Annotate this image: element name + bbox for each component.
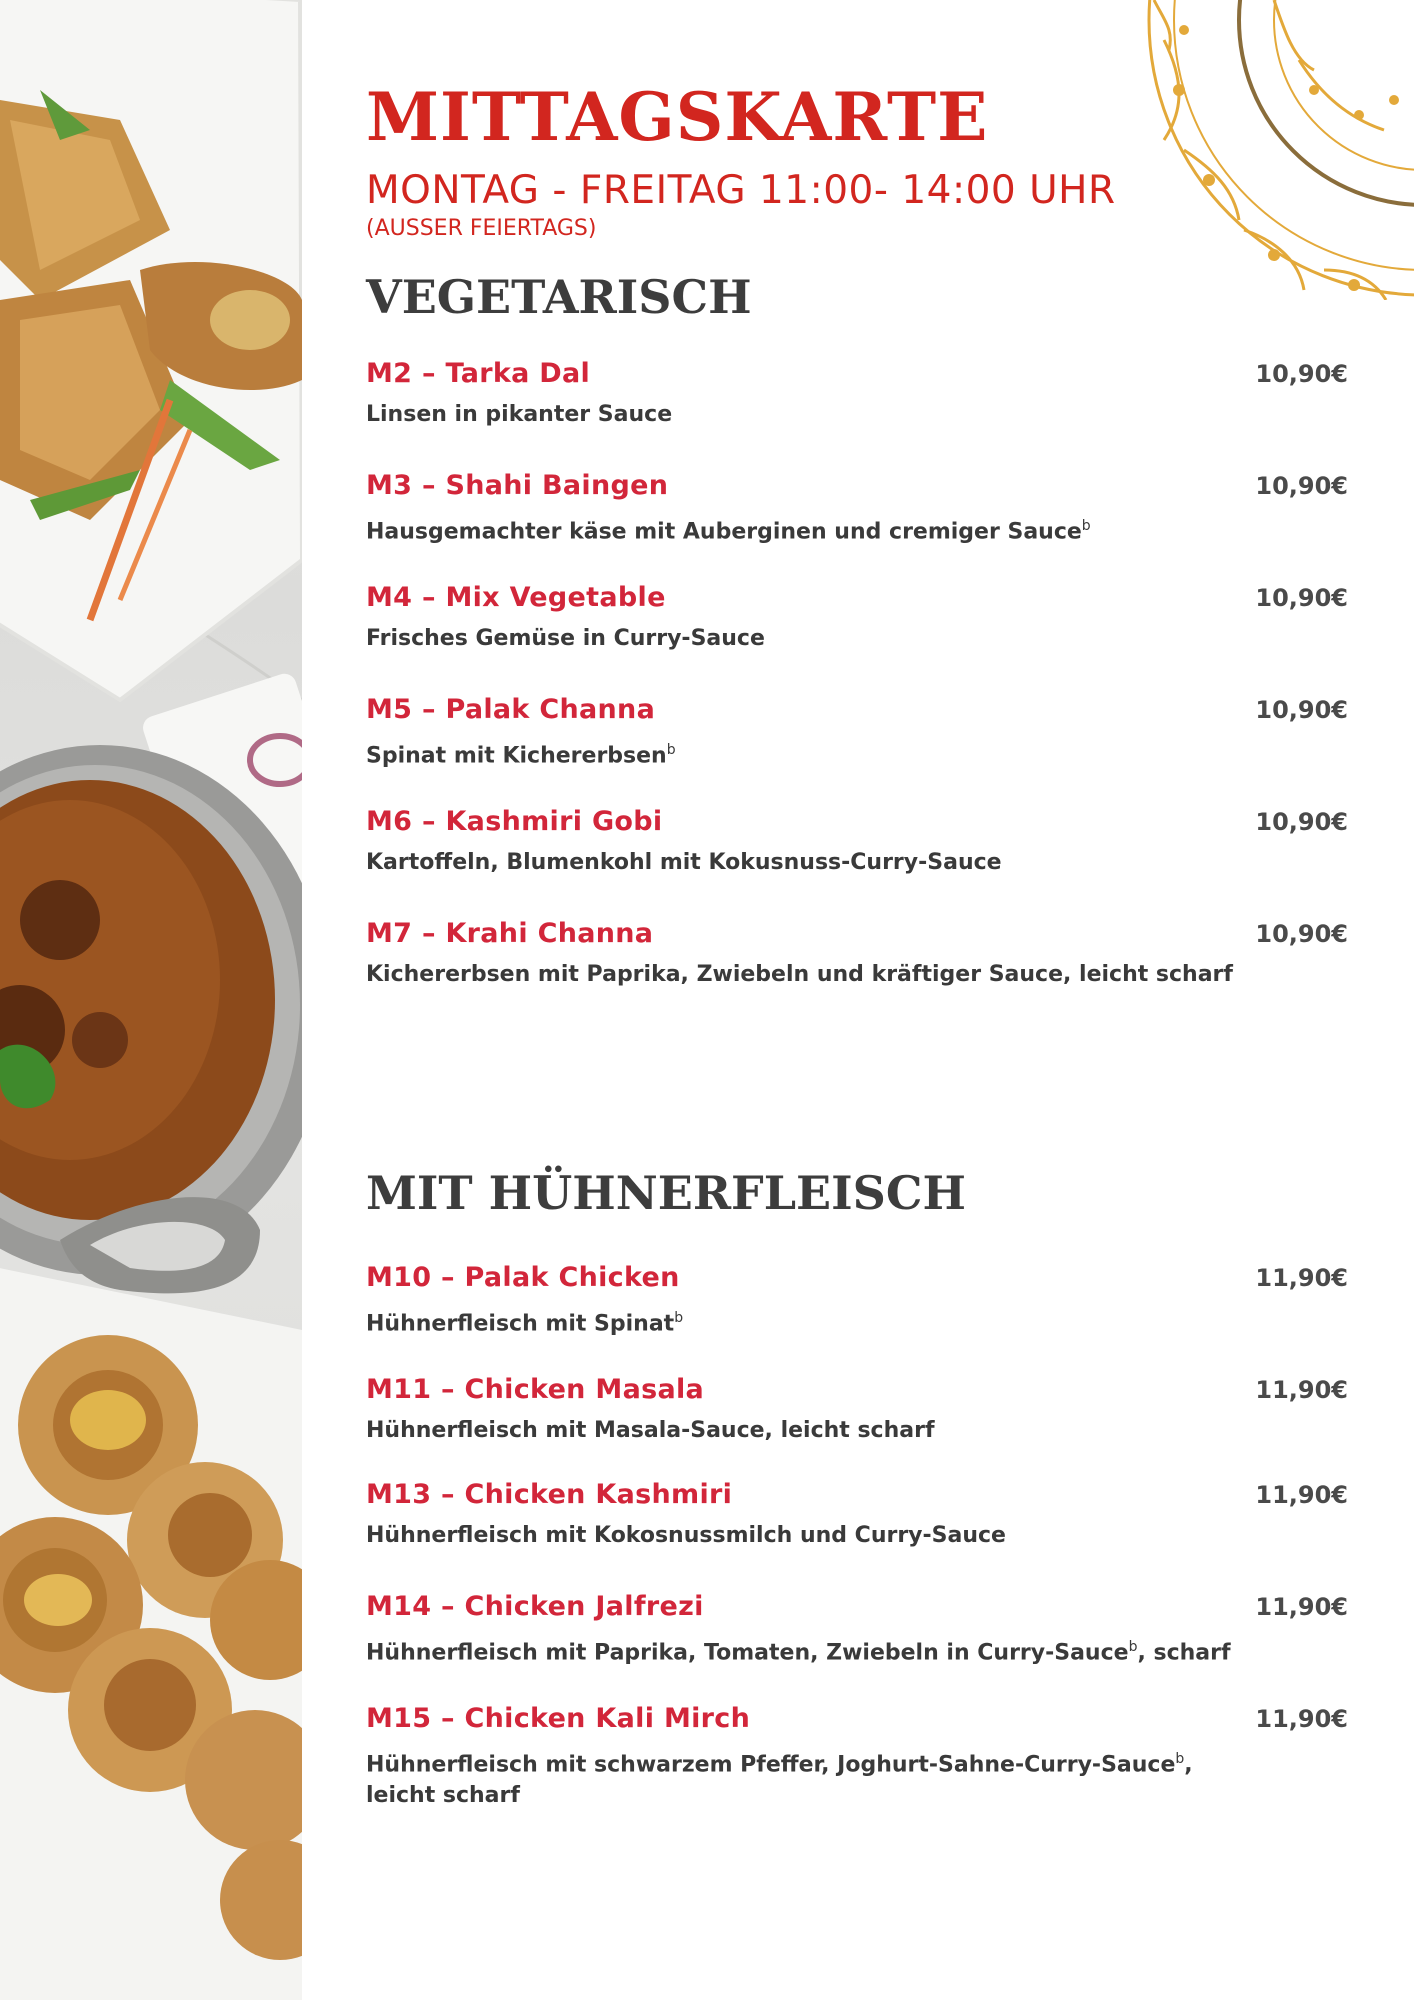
holiday-note: (AUSSER FEIERTAGS) [366, 216, 597, 241]
item-description-text: Hühnerfleisch mit Masala-Sauce, leicht scharf [366, 1418, 935, 1443]
menu-item-m4 [366, 582, 1348, 654]
item-description [366, 1744, 1226, 1811]
item-name: M15 – Chicken Kali Mirch [366, 1703, 751, 1734]
item-price: 11,90€ [1255, 1264, 1348, 1292]
item-price: 10,90€ [1255, 584, 1348, 612]
page-title: MITTAGSKARTE [366, 78, 989, 156]
item-description [366, 1632, 1286, 1668]
item-description [366, 959, 1266, 990]
item-name: M13 – Chicken Kashmiri [366, 1479, 733, 1510]
food-illustration [0, 0, 302, 2000]
menu-item-m3 [366, 470, 1348, 547]
item-description [366, 735, 1226, 771]
item-price: 10,90€ [1255, 696, 1348, 724]
item-price: 10,90€ [1255, 808, 1348, 836]
item-description [366, 1520, 1226, 1551]
item-description-text: Linsen in pikanter Sauce [366, 402, 673, 427]
item-price: 11,90€ [1255, 1593, 1348, 1621]
item-name: M11 – Chicken Masala [366, 1374, 705, 1405]
item-description [366, 1303, 1226, 1339]
menu-item-m7 [366, 918, 1348, 990]
item-description-text: Hühnerfleisch mit Spinat [366, 1311, 675, 1337]
item-name: M3 – Shahi Baingen [366, 470, 669, 501]
item-price: 10,90€ [1255, 920, 1348, 948]
allergen-marker: b [1128, 1639, 1138, 1655]
item-description-suffix: , leicht scharf [366, 1752, 1193, 1809]
item-description-text: Kichererbsen mit Paprika, Zwiebeln und kräftiger Sauce, leicht scharf [366, 962, 1233, 987]
item-description-text: Kartoffeln, Blumenkohl mit Kokusnuss-Curry-Sauce [366, 850, 1002, 875]
menu-item-m2 [366, 358, 1348, 430]
item-price: 11,90€ [1255, 1481, 1348, 1509]
item-name: M6 – Kashmiri Gobi [366, 806, 663, 837]
item-description-text: Hühnerfleisch mit Kokosnussmilch und Curry-Sauce [366, 1523, 1006, 1548]
item-name: M10 – Palak Chicken [366, 1262, 680, 1293]
menu-item-m13 [366, 1479, 1348, 1551]
section-heading-vegetarisch: VEGETARISCH [366, 270, 752, 324]
item-price: 11,90€ [1255, 1705, 1348, 1733]
allergen-marker: b [666, 742, 676, 758]
section-heading-huehnerfleisch: MIT HÜHNERFLEISCH [366, 1166, 966, 1220]
item-name: M7 – Krahi Channa [366, 918, 654, 949]
item-price: 10,90€ [1255, 360, 1348, 388]
item-description [366, 1415, 1226, 1446]
item-description-suffix: , scharf [1137, 1640, 1231, 1666]
item-name: M4 – Mix Vegetable [366, 582, 666, 613]
item-description-text: Hühnerfleisch mit schwarzem Pfeffer, Joghurt-Sahne-Curry-Sauce [366, 1752, 1176, 1778]
opening-hours: MONTAG - FREITAG 11:00- 14:00 UHR [366, 168, 1116, 213]
menu-item-m15 [366, 1703, 1348, 1811]
item-name: M2 – Tarka Dal [366, 358, 591, 389]
allergen-marker: b [1081, 518, 1091, 534]
curry-bowl [0, 745, 302, 1293]
item-price: 10,90€ [1255, 472, 1348, 500]
item-description [366, 399, 1226, 430]
item-description [366, 623, 1226, 654]
item-description [366, 847, 1226, 878]
mandala-icon [1124, 0, 1414, 300]
menu-item-m11 [366, 1374, 1348, 1446]
item-description-text: Hausgemachter käse mit Auberginen und cremiger Sauce [366, 519, 1082, 545]
item-price: 11,90€ [1255, 1376, 1348, 1404]
item-description-text: Frisches Gemüse in Curry-Sauce [366, 626, 765, 651]
food-photo-strip [0, 0, 302, 2000]
item-name: M14 – Chicken Jalfrezi [366, 1591, 704, 1622]
item-description-text: Hühnerfleisch mit Paprika, Tomaten, Zwiebeln in Curry-Sauce [366, 1640, 1129, 1666]
menu-item-m10 [366, 1262, 1348, 1339]
mandala-ornament [1124, 0, 1414, 300]
menu-item-m14 [366, 1591, 1348, 1668]
item-description-text: Spinat mit Kichererbsen [366, 743, 667, 769]
item-description [366, 511, 1226, 547]
menu-item-m5 [366, 694, 1348, 771]
allergen-marker: b [1175, 1751, 1185, 1767]
item-name: M5 – Palak Channa [366, 694, 656, 725]
allergen-marker: b [674, 1310, 684, 1326]
menu-item-m6 [366, 806, 1348, 878]
